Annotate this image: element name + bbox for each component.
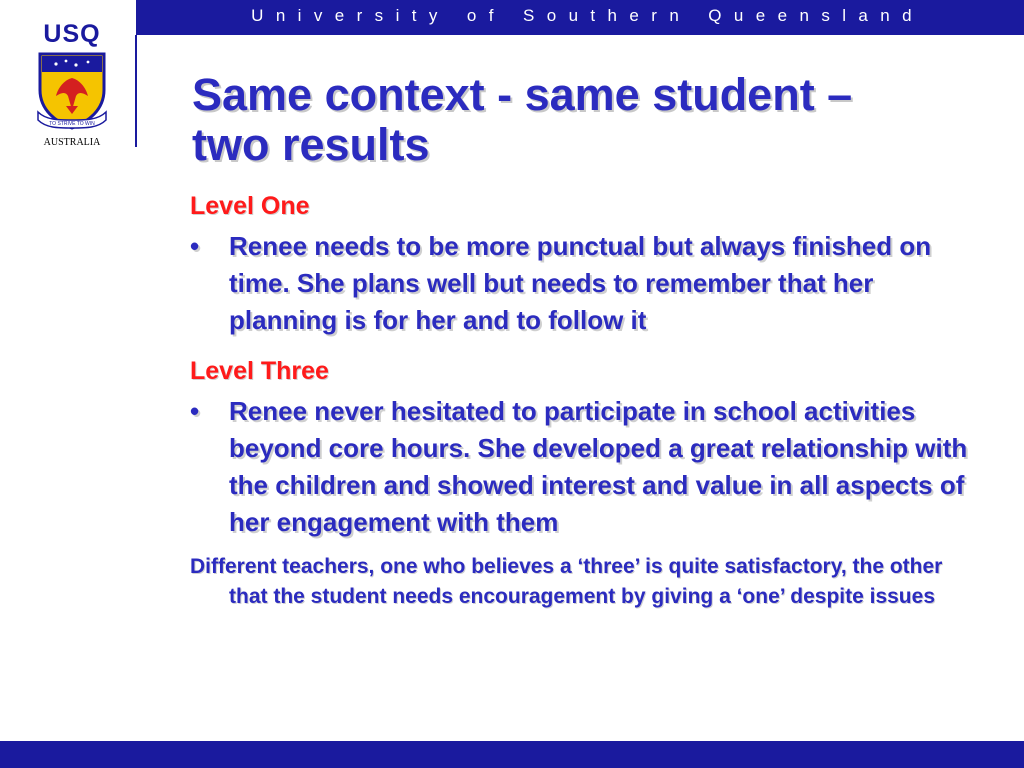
summary-text: Different teachers, one who believes a ‘three’ is quite satisfactory, the other that the student needs encouragement by giving a ‘one’ despite issues: [190, 555, 943, 608]
level-one-bullet-text: Renee needs to be more punctual but always finished on time. She plans well but needs to remember that her planning is for her and to follow it: [229, 231, 932, 335]
bullet-icon: •: [190, 231, 200, 261]
university-name: University of Southern Queensland: [251, 6, 924, 25]
logo-country: AUSTRALIA: [43, 137, 101, 148]
footer-bar: [0, 741, 1024, 768]
header-divider: [135, 35, 137, 147]
bullet-icon: •: [190, 396, 200, 426]
slide-title-line-1: Same context - same student –: [192, 69, 853, 120]
slide-title: [192, 70, 1012, 170]
level-one-bullet: [190, 228, 980, 339]
level-one-heading: Level One: [190, 192, 310, 220]
slide-title-line-2: two results: [192, 119, 430, 170]
level-three-bullet-text: Renee never hesitated to participate in school activities beyond core hours. She developed a great relationship with the children and showed interest and value in all aspects of her engagement with them: [229, 396, 968, 537]
level-three-bullet: [190, 393, 980, 541]
logo-abbreviation: USQ: [43, 20, 101, 48]
crest-icon: [36, 50, 108, 130]
usq-logo: [22, 20, 122, 155]
slide-content: [190, 190, 980, 612]
level-three-heading: Level Three: [190, 357, 329, 385]
header-bar: [136, 0, 1024, 35]
logo-motto: TO STRIVE TO WIN: [49, 121, 95, 127]
